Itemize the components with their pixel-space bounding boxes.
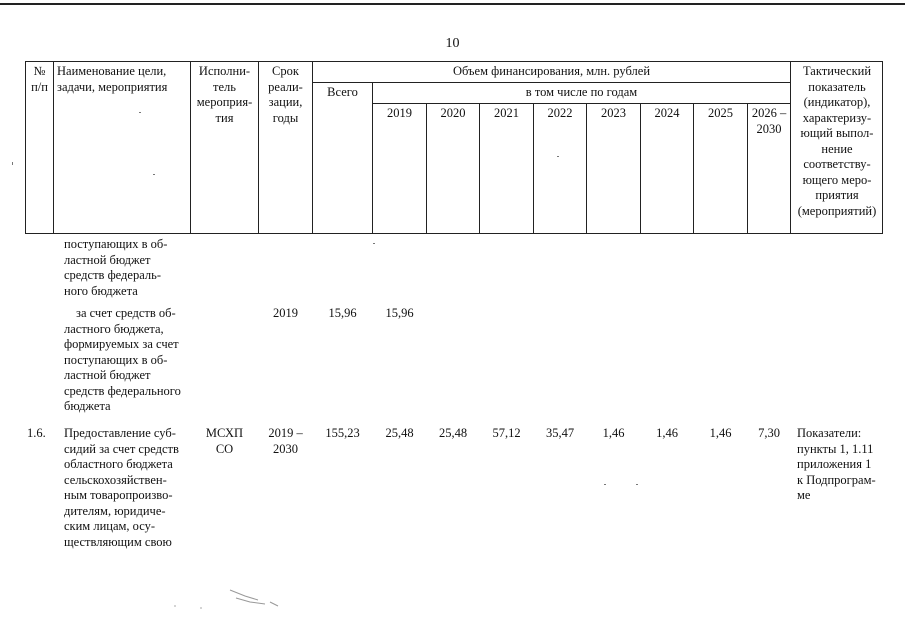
scan-speck — [153, 174, 155, 175]
row-executor: МСХП СО — [205, 426, 244, 456]
header-total: Всего — [327, 85, 358, 99]
col-divider — [586, 103, 587, 234]
row-divider — [312, 82, 790, 83]
scan-speck — [557, 156, 559, 157]
row-year-value: 1,46 — [602, 426, 625, 440]
header-executor: Исполни- тель мероприя- тия — [196, 64, 253, 125]
col-divider — [640, 103, 641, 234]
col-divider — [426, 103, 427, 234]
row-name-text: за счет средств об- ластного бюджета, формируемых за счет поступающих в об- ластной бюджет средств федерального бюджета — [64, 306, 181, 413]
header-year: 2019 — [387, 106, 412, 120]
header-year: 2022 — [547, 106, 573, 120]
row-year-value: 15,96 — [385, 306, 414, 320]
scan-speck — [636, 484, 638, 485]
row-year-value: 7,30 — [758, 426, 780, 440]
row-name-text: Предоставление суб- сидий за счет средств областного бюджета сельскохозяйствен- ным товаропроизво- дителям, юридиче- ским лицам, осу- ществляющим свою — [64, 426, 179, 549]
row-year-value: 25,48 — [438, 426, 468, 440]
row-year-value: 57,12 — [492, 426, 521, 440]
scan-speck — [139, 112, 141, 113]
header-name: Наименование цели, задачи, мероприятия — [57, 64, 168, 94]
header-year: 2025 — [708, 106, 733, 120]
col-divider — [53, 61, 54, 234]
page-top-border — [0, 3, 905, 5]
scan-speck — [604, 484, 606, 485]
header-year: 2026 – 2030 — [751, 106, 787, 136]
header-term: Срок реали- зации, годы — [268, 64, 303, 125]
row-year-value: 1,46 — [709, 426, 732, 440]
header-year: 2021 — [494, 106, 519, 120]
col-divider — [533, 103, 534, 234]
row-year-value: 1,46 — [656, 426, 678, 440]
scan-speck — [373, 243, 375, 244]
row-total: 155,23 — [325, 426, 360, 440]
header-funding: Объем финансирования, млн. рублей — [452, 64, 651, 78]
row-num: 1.6. — [27, 426, 46, 440]
header-by-years: в том числе по годам — [525, 85, 638, 99]
header-num: № п/п — [31, 64, 48, 94]
header-year: 2020 — [440, 106, 466, 120]
row-term: 2019 — [273, 306, 298, 320]
col-divider — [479, 103, 480, 234]
row-name-text: поступающих в об- ластной бюджет средств федераль- ного бюджета — [64, 237, 168, 298]
col-divider — [693, 103, 694, 234]
scan-smudge — [170, 584, 290, 610]
page-number: 10 — [445, 36, 460, 51]
col-divider — [372, 82, 373, 234]
row-term: 2019 – 2030 — [268, 426, 303, 456]
header-year: 2023 — [601, 106, 626, 120]
header-indicator: Тактический показатель (индикатор), характеризу- ющий выпол- нение соответству- ющего меро- приятия (мероприятий) — [797, 64, 877, 218]
row-total: 15,96 — [328, 306, 357, 320]
row-year-value: 35,47 — [545, 426, 575, 440]
scan-speck — [12, 162, 13, 165]
row-year-value: 25,48 — [385, 426, 414, 440]
row-divider — [372, 103, 790, 104]
header-year: 2024 — [654, 106, 680, 120]
row-indicator: Показатели: пункты 1, 1.11 приложения 1 к Подпрограм- ме — [797, 426, 876, 502]
